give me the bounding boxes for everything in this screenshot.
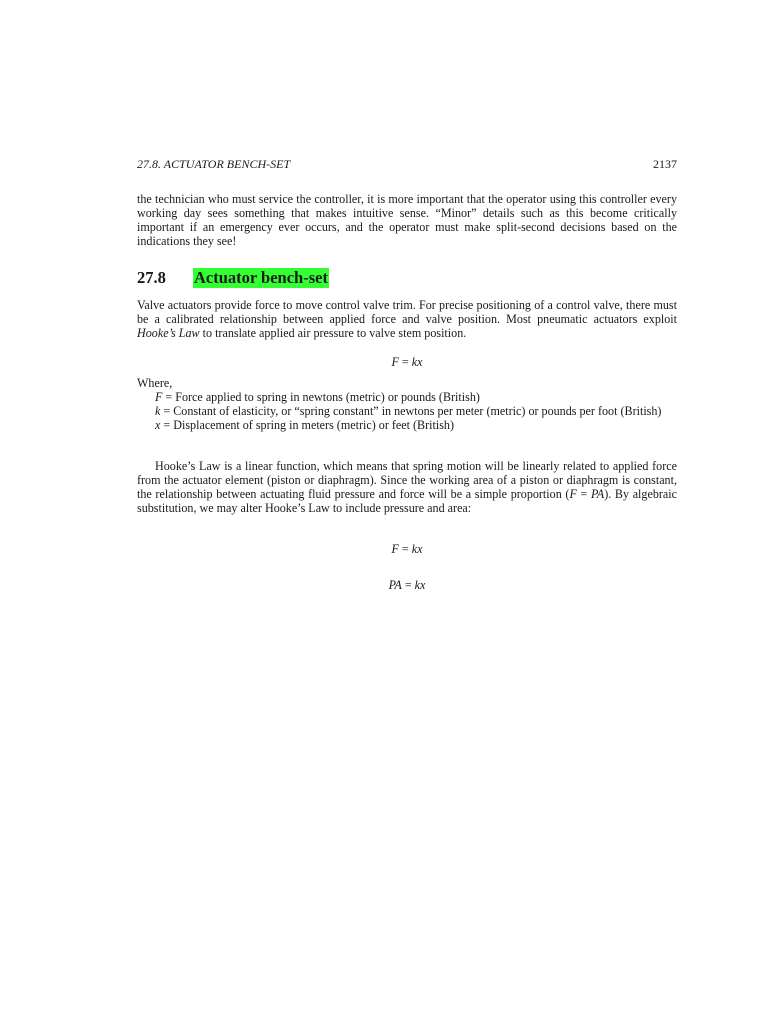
definition-symbol: k bbox=[155, 404, 161, 419]
section-number: 27.8 bbox=[137, 268, 166, 287]
equation-operator: = bbox=[398, 542, 412, 556]
actuator-intro-paragraph bbox=[137, 298, 677, 340]
equation-rhs: kx bbox=[414, 578, 426, 592]
paragraph-text: Hooke’s Law is a linear function, which means that spring motion will be linearly related to applied force from the actuator element (piston or diaphragm). Since the working area of a piston or diaphragm is constant, the relationship between actuating fluid pressure and force will be a simple proportion ( bbox=[137, 459, 677, 502]
running-header bbox=[137, 157, 677, 173]
equation-operator: = bbox=[398, 355, 412, 369]
definition-symbol: F bbox=[155, 390, 163, 405]
inline-formula-rhs: PA bbox=[590, 487, 605, 502]
variable-definitions bbox=[137, 376, 677, 432]
definition-symbol: x bbox=[155, 418, 161, 433]
equation-rhs: kx bbox=[411, 542, 423, 556]
definition-text: = Force applied to spring in newtons (metric) or pounds (British) bbox=[162, 390, 480, 405]
equation-hookes-law bbox=[137, 355, 677, 369]
page-number: 2137 bbox=[653, 157, 677, 171]
definition-x bbox=[137, 418, 677, 432]
inline-formula-operator: = bbox=[576, 487, 591, 502]
equation-lhs: F bbox=[391, 355, 399, 369]
section-title: Actuator bench-set bbox=[194, 268, 328, 287]
definition-f bbox=[137, 390, 677, 404]
header-section-label: 27.8. ACTUATOR BENCH-SET bbox=[137, 157, 291, 171]
equation-rhs: kx bbox=[411, 355, 423, 369]
definition-k bbox=[137, 404, 677, 418]
inline-formula-lhs: F bbox=[569, 487, 577, 502]
definition-text: = Displacement of spring in meters (metric) or feet (British) bbox=[160, 418, 454, 433]
hookes-law-emphasis: Hooke’s Law bbox=[137, 326, 200, 341]
where-label: Where, bbox=[137, 376, 173, 390]
document-page bbox=[137, 0, 677, 1024]
linear-function-paragraph bbox=[137, 459, 677, 515]
definition-text: = Constant of elasticity, or “spring constant” in newtons per meter (metric) or pounds per foot (British) bbox=[160, 404, 662, 419]
equation-operator: = bbox=[401, 578, 415, 592]
equation-force-spring bbox=[137, 542, 677, 556]
equation-lhs: F bbox=[391, 542, 399, 556]
paragraph-text: Valve actuators provide force to move control valve trim. For precise positioning of a control valve, there must be a calibrated relationship between applied force and valve position. Most pneumatic actuators exploit bbox=[137, 298, 677, 327]
equation-pressure-area bbox=[137, 578, 677, 592]
paragraph-text: to translate applied air pressure to valve stem position. bbox=[199, 326, 467, 341]
intro-paragraph: the technician who must service the controller, it is more important that the operator using this controller every working day sees something that makes intuitive sense. “Minor” details such as this become critically important if an emergency ever occurs, and the operator must make split-second decisions based on the indications they see! bbox=[137, 192, 677, 249]
section-heading bbox=[137, 268, 677, 290]
equation-lhs: PA bbox=[388, 578, 402, 592]
paragraph-text: ). By algebraic substitution, we may alter Hooke’s Law to include pressure and area: bbox=[137, 487, 678, 516]
